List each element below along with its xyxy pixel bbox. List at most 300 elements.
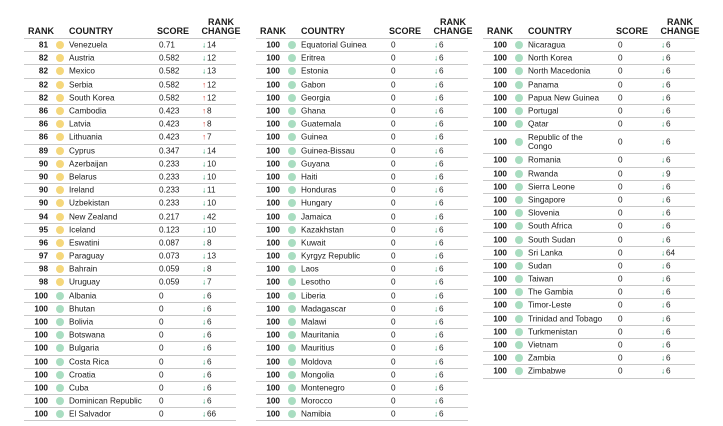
rank-cell: 100 <box>266 330 280 340</box>
status-dot-icon <box>288 292 296 300</box>
status-dot-icon <box>515 138 523 146</box>
rank-cell: 90 <box>38 185 48 195</box>
score-cell: 0 <box>391 291 396 301</box>
table-row <box>256 145 468 158</box>
table-row <box>256 92 468 105</box>
table-row <box>483 181 695 194</box>
country-cell: Madagascar <box>301 304 347 314</box>
header-rank-change <box>658 18 702 36</box>
score-cell: 0.073 <box>159 251 180 261</box>
rank-cell: 100 <box>266 93 280 103</box>
status-dot-icon <box>288 67 296 75</box>
status-dot-icon <box>515 170 523 178</box>
header-rank-change-line1: RANK <box>667 17 693 27</box>
country-cell: Nicaragua <box>528 40 566 50</box>
arrow-down-icon: ↓ <box>434 343 438 353</box>
arrow-down-icon: ↓ <box>202 66 206 76</box>
score-cell: 0.233 <box>159 172 180 182</box>
status-dot-icon <box>56 384 64 392</box>
arrow-down-icon: ↓ <box>661 287 665 297</box>
rank-cell: 100 <box>493 169 507 179</box>
status-dot-icon <box>56 252 64 260</box>
rank-change-value: 6 <box>666 300 671 310</box>
rank-change-value: 11 <box>207 185 216 195</box>
status-dot-icon <box>288 371 296 379</box>
rank-cell: 100 <box>493 208 507 218</box>
rank-change-value: 6 <box>666 366 671 376</box>
rank-change-value: 6 <box>439 396 444 406</box>
rank-change-value: 13 <box>207 251 217 261</box>
country-cell: Kazakhstan <box>301 225 344 235</box>
country-cell: Qatar <box>528 119 549 129</box>
rank-cell: 100 <box>493 248 507 258</box>
country-cell: Botswana <box>69 330 105 340</box>
status-dot-icon <box>56 278 64 286</box>
country-cell: Portugal <box>528 106 559 116</box>
rank-change-cell <box>434 80 444 89</box>
score-cell: 0 <box>391 225 396 235</box>
arrow-down-icon: ↓ <box>661 182 665 192</box>
header-rank-change-line2: CHANGE <box>433 26 473 36</box>
rank-cell: 100 <box>266 172 280 182</box>
rank-change-value: 6 <box>439 106 444 116</box>
rank-cell: 100 <box>493 137 507 147</box>
status-dot-icon <box>56 94 64 102</box>
score-cell: 0 <box>618 340 623 350</box>
arrow-down-icon: ↓ <box>202 317 206 327</box>
rank-change-cell <box>434 107 444 116</box>
rank-change-value: 6 <box>666 314 671 324</box>
header-score: SCORE <box>389 26 422 36</box>
rank-change-cell <box>202 331 212 340</box>
status-dot-icon <box>515 354 523 362</box>
rank-change-value: 6 <box>439 238 444 248</box>
table-row <box>483 286 695 299</box>
status-dot-icon <box>288 358 296 366</box>
score-cell: 0.582 <box>159 66 180 76</box>
arrow-down-icon: ↓ <box>434 198 438 208</box>
rank-change-value: 6 <box>666 80 671 90</box>
header-country: COUNTRY <box>528 26 573 36</box>
rank-cell: 100 <box>34 330 48 340</box>
rank-change-cell <box>202 80 216 89</box>
table-row <box>483 154 695 167</box>
arrow-down-icon: ↓ <box>434 330 438 340</box>
status-dot-icon <box>56 265 64 273</box>
status-dot-icon <box>515 209 523 217</box>
rank-cell: 100 <box>266 383 280 393</box>
score-cell: 0 <box>618 53 623 63</box>
score-cell: 0.217 <box>159 212 180 222</box>
table-row <box>24 52 236 65</box>
rank-change-value: 6 <box>439 383 444 393</box>
rank-change-cell <box>661 169 671 178</box>
rank-cell: 100 <box>266 409 280 419</box>
country-cell: South Korea <box>69 93 115 103</box>
score-cell: 0.059 <box>159 277 180 287</box>
rank-cell: 100 <box>266 53 280 63</box>
table-row <box>483 194 695 207</box>
rank-cell: 100 <box>493 327 507 337</box>
score-cell: 0 <box>618 366 623 376</box>
rank-change-value: 66 <box>207 409 217 419</box>
rank-change-cell <box>661 301 671 310</box>
rank-cell: 98 <box>38 277 48 287</box>
status-dot-icon <box>288 265 296 273</box>
arrow-up-icon: ↑ <box>202 80 206 90</box>
country-cell: Romania <box>528 155 561 165</box>
rank-cell: 100 <box>493 261 507 271</box>
rank-change-value: 6 <box>439 291 444 301</box>
rank-cell: 100 <box>493 182 507 192</box>
status-dot-icon <box>288 278 296 286</box>
ranking-table-column-2 <box>256 8 473 421</box>
score-cell: 0.233 <box>159 198 180 208</box>
rank-change-cell <box>202 67 216 76</box>
table-row <box>256 224 468 237</box>
arrow-up-icon: ↑ <box>202 132 206 142</box>
rank-change-cell <box>434 304 444 313</box>
status-dot-icon <box>288 410 296 418</box>
status-dot-icon <box>515 275 523 283</box>
arrow-down-icon: ↓ <box>434 357 438 367</box>
arrow-down-icon: ↓ <box>661 274 665 284</box>
rank-change-cell <box>661 120 671 129</box>
rank-cell: 100 <box>266 357 280 367</box>
status-dot-icon <box>288 160 296 168</box>
rank-change-cell <box>202 291 212 300</box>
country-cell: Uruguay <box>69 277 100 287</box>
country-cell: Serbia <box>69 80 93 90</box>
arrow-down-icon: ↓ <box>661 221 665 231</box>
rank-change-value: 6 <box>439 264 444 274</box>
rank-change-value: 6 <box>207 370 212 380</box>
status-dot-icon <box>515 262 523 270</box>
score-cell: 0 <box>391 238 396 248</box>
rank-cell: 100 <box>493 340 507 350</box>
rank-change-value: 6 <box>439 93 444 103</box>
rank-change-value: 6 <box>666 155 671 165</box>
rank-change-value: 6 <box>439 343 444 353</box>
status-dot-icon <box>515 367 523 375</box>
country-cell: Eritrea <box>301 53 326 63</box>
rank-change-value: 6 <box>666 221 671 231</box>
header-rank-change-line2: CHANGE <box>201 26 241 36</box>
table-header <box>483 8 700 38</box>
country-cell: Georgia <box>301 93 331 103</box>
score-cell: 0 <box>618 106 623 116</box>
score-cell: 0 <box>391 343 396 353</box>
rank-change-cell <box>202 318 212 327</box>
table-row <box>256 237 468 250</box>
rank-change-value: 6 <box>207 291 212 301</box>
rank-change-value: 6 <box>666 327 671 337</box>
rank-change-value: 6 <box>439 146 444 156</box>
arrow-down-icon: ↓ <box>661 327 665 337</box>
country-cell: Bulgaria <box>69 343 100 353</box>
header-country: COUNTRY <box>69 26 114 36</box>
table-row <box>256 118 468 131</box>
rank-change-value: 6 <box>439 409 444 419</box>
table-row <box>483 313 695 326</box>
arrow-down-icon: ↓ <box>434 212 438 222</box>
status-dot-icon <box>515 328 523 336</box>
country-cell: Mauritania <box>301 330 340 340</box>
score-cell: 0 <box>159 396 164 406</box>
rank-cell: 100 <box>493 195 507 205</box>
table-row <box>256 263 468 276</box>
table-row <box>483 339 695 352</box>
table-row <box>256 408 468 421</box>
arrow-down-icon: ↓ <box>202 238 206 248</box>
country-cell: Singapore <box>528 195 566 205</box>
rank-cell: 100 <box>493 80 507 90</box>
status-dot-icon <box>288 41 296 49</box>
rank-cell: 100 <box>493 235 507 245</box>
arrow-down-icon: ↓ <box>661 261 665 271</box>
table-row <box>483 247 695 260</box>
arrow-down-icon: ↓ <box>202 251 206 261</box>
rank-change-value: 64 <box>666 248 676 258</box>
arrow-down-icon: ↓ <box>434 172 438 182</box>
rank-change-cell <box>434 41 444 50</box>
status-dot-icon <box>56 292 64 300</box>
arrow-up-icon: ↑ <box>202 106 206 116</box>
table-row <box>483 365 695 378</box>
status-dot-icon <box>515 222 523 230</box>
arrow-down-icon: ↓ <box>661 137 665 147</box>
rank-change-value: 8 <box>207 238 212 248</box>
table-row <box>24 250 236 263</box>
rank-change-value: 6 <box>439 304 444 314</box>
ranking-table-column-1 <box>24 8 241 421</box>
rank-change-cell <box>202 212 216 221</box>
table-row <box>256 276 468 289</box>
rank-change-cell <box>202 410 216 419</box>
rank-change-cell <box>434 344 444 353</box>
table-row <box>483 273 695 286</box>
table-row <box>483 207 695 220</box>
arrow-down-icon: ↓ <box>434 53 438 63</box>
score-cell: 0 <box>391 106 396 116</box>
country-cell: Ireland <box>69 185 95 195</box>
table-row <box>256 52 468 65</box>
country-cell: Honduras <box>301 185 337 195</box>
table-row <box>24 303 236 316</box>
table-row <box>24 39 236 52</box>
rank-change-cell <box>661 67 671 76</box>
rank-cell: 82 <box>38 66 48 76</box>
header-rank: RANK <box>260 26 286 36</box>
arrow-down-icon: ↓ <box>202 185 206 195</box>
arrow-down-icon: ↓ <box>661 208 665 218</box>
table-row <box>483 131 695 154</box>
arrow-down-icon: ↓ <box>202 343 206 353</box>
rank-cell: 86 <box>38 119 48 129</box>
rank-change-value: 6 <box>666 340 671 350</box>
country-cell: South Sudan <box>528 235 576 245</box>
status-dot-icon <box>288 213 296 221</box>
table-row <box>24 342 236 355</box>
arrow-down-icon: ↓ <box>434 66 438 76</box>
rank-change-value: 6 <box>666 195 671 205</box>
rank-change-cell <box>661 354 671 363</box>
rank-change-cell <box>434 370 444 379</box>
table-row <box>483 52 695 65</box>
rank-change-value: 6 <box>439 53 444 63</box>
score-cell: 0 <box>159 317 164 327</box>
country-cell: El Salvador <box>69 409 111 419</box>
table-row <box>24 197 236 210</box>
status-dot-icon <box>56 318 64 326</box>
table-row <box>256 316 468 329</box>
rank-change-cell <box>661 156 671 165</box>
rank-change-value: 6 <box>666 66 671 76</box>
rank-change-cell <box>434 383 444 392</box>
country-cell: The Gambia <box>528 287 574 297</box>
rank-change-cell <box>434 225 444 234</box>
rank-cell: 100 <box>34 304 48 314</box>
status-dot-icon <box>515 341 523 349</box>
rank-change-cell <box>434 199 444 208</box>
score-cell: 0 <box>618 248 623 258</box>
country-cell: Bolivia <box>69 317 94 327</box>
rank-cell: 100 <box>493 366 507 376</box>
rank-cell: 100 <box>493 53 507 63</box>
rank-change-value: 6 <box>439 66 444 76</box>
status-dot-icon <box>56 160 64 168</box>
score-cell: 0 <box>391 383 396 393</box>
status-dot-icon <box>288 226 296 234</box>
score-cell: 0 <box>618 40 623 50</box>
arrow-down-icon: ↓ <box>661 155 665 165</box>
rank-cell: 100 <box>266 396 280 406</box>
rank-change-cell <box>661 80 671 89</box>
rank-change-cell <box>434 252 444 261</box>
table-row <box>483 233 695 246</box>
rank-cell: 100 <box>266 40 280 50</box>
country-cell: Guatemala <box>301 119 342 129</box>
score-cell: 0 <box>391 357 396 367</box>
status-dot-icon <box>56 199 64 207</box>
arrow-down-icon: ↓ <box>202 264 206 274</box>
table-row <box>24 329 236 342</box>
rank-cell: 95 <box>38 225 48 235</box>
table-row <box>24 369 236 382</box>
score-cell: 0 <box>159 291 164 301</box>
country-cell: Lithuania <box>69 132 103 142</box>
table-row <box>256 303 468 316</box>
score-cell: 0 <box>618 327 623 337</box>
arrow-down-icon: ↓ <box>434 80 438 90</box>
score-cell: 0 <box>159 370 164 380</box>
country-cell: Mauritius <box>301 343 335 353</box>
table-row <box>256 65 468 78</box>
rank-cell: 94 <box>38 212 48 222</box>
score-cell: 0 <box>391 330 396 340</box>
table-row <box>483 65 695 78</box>
rank-change-cell <box>434 146 444 155</box>
rank-change-cell <box>202 265 212 274</box>
status-dot-icon <box>515 120 523 128</box>
rank-change-cell <box>202 238 212 247</box>
rank-change-cell <box>202 370 212 379</box>
rank-cell: 82 <box>38 53 48 63</box>
arrow-down-icon: ↓ <box>434 146 438 156</box>
rank-cell: 100 <box>266 264 280 274</box>
table-row <box>24 158 236 171</box>
rank-change-cell <box>202 41 216 50</box>
country-cell: Timor-Leste <box>528 300 572 310</box>
rank-change-cell <box>434 397 444 406</box>
status-dot-icon <box>288 344 296 352</box>
rank-change-value: 6 <box>439 251 444 261</box>
header-score: SCORE <box>616 26 649 36</box>
rank-change-value: 12 <box>207 80 217 90</box>
table-row <box>483 326 695 339</box>
table-row <box>24 105 236 118</box>
arrow-down-icon: ↓ <box>202 53 206 63</box>
arrow-down-icon: ↓ <box>434 317 438 327</box>
status-dot-icon <box>56 173 64 181</box>
score-cell: 0 <box>391 40 396 50</box>
rank-change-value: 6 <box>666 40 671 50</box>
rank-cell: 96 <box>38 238 48 248</box>
status-dot-icon <box>288 81 296 89</box>
rank-change-value: 6 <box>439 370 444 380</box>
rank-change-cell <box>661 195 671 204</box>
country-cell: North Macedonia <box>528 66 591 76</box>
rank-cell: 100 <box>266 106 280 116</box>
country-cell: Venezuela <box>69 40 108 50</box>
country-cell: New Zealand <box>69 212 118 222</box>
score-cell: 0 <box>618 182 623 192</box>
country-cell: Haiti <box>301 172 318 182</box>
score-cell: 0 <box>159 330 164 340</box>
table-row <box>24 145 236 158</box>
rank-change-cell <box>661 235 671 244</box>
rank-change-value: 7 <box>207 132 212 142</box>
status-dot-icon <box>56 81 64 89</box>
arrow-down-icon: ↓ <box>434 304 438 314</box>
arrow-down-icon: ↓ <box>434 409 438 419</box>
country-cell: Albania <box>69 291 97 301</box>
status-dot-icon <box>515 94 523 102</box>
rank-change-cell <box>202 252 216 261</box>
country-cell: Liberia <box>301 291 326 301</box>
score-cell: 0 <box>618 195 623 205</box>
rank-change-value: 10 <box>207 172 217 182</box>
rank-change-value: 6 <box>439 185 444 195</box>
rank-cell: 100 <box>493 93 507 103</box>
arrow-down-icon: ↓ <box>661 235 665 245</box>
rank-change-cell <box>661 138 671 147</box>
status-dot-icon <box>515 288 523 296</box>
rank-cell: 82 <box>38 80 48 90</box>
table-row <box>24 184 236 197</box>
country-cell: Trinidad and Tobago <box>528 314 603 324</box>
score-cell: 0.423 <box>159 132 180 142</box>
rank-cell: 100 <box>34 317 48 327</box>
status-dot-icon <box>288 107 296 115</box>
score-cell: 0 <box>391 212 396 222</box>
status-dot-icon <box>56 133 64 141</box>
status-dot-icon <box>288 318 296 326</box>
rank-change-cell <box>661 314 671 323</box>
rank-cell: 100 <box>493 106 507 116</box>
arrow-down-icon: ↓ <box>434 264 438 274</box>
table-row <box>24 237 236 250</box>
